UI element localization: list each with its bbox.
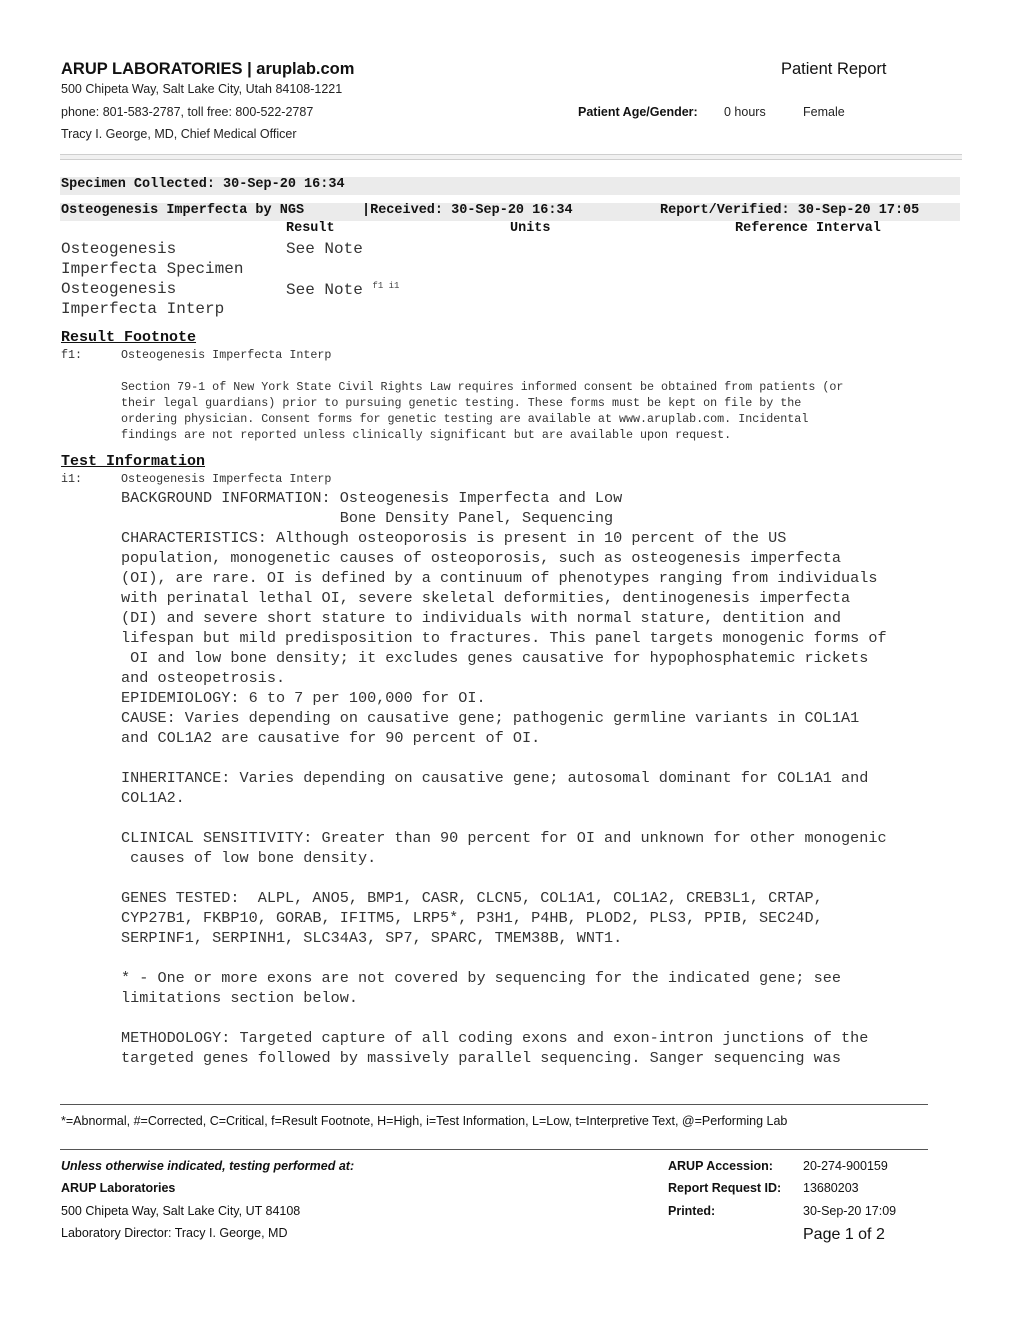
patient-age: 0 hours [724, 105, 766, 119]
text-line: CAUSE: Varies depending on causative gene; pathogenic germline variants in COL1A1 [121, 709, 860, 727]
text-line: with perinatal lethal OI, severe skeletal deformities, dentinogenesis imperfecta [121, 589, 851, 607]
result-flags: f1 i1 [372, 281, 400, 291]
result-name-line2: Imperfecta Specimen [61, 260, 244, 278]
test-info-test: Osteogenesis Imperfecta Interp [121, 472, 332, 486]
col-header-units: Units [510, 221, 551, 236]
text-line: CLINICAL SENSITIVITY: Greater than 90 percent for OI and unknown for other monogenic [121, 829, 887, 847]
lab-phone: phone: 801-583-2787, toll free: 800-522-2787 [61, 105, 314, 119]
text-line: GENES TESTED: ALPL, ANO5, BMP1, CASR, CLCN5, COL1A1, COL1A2, CREB3L1, CRTAP, [121, 889, 823, 907]
text-line: population, monogenetic causes of osteoporosis, such as osteogenesis imperfecta [121, 549, 842, 567]
result-footnote-title: Result Footnote [61, 329, 197, 346]
text-line: EPIDEMIOLOGY: 6 to 7 per 100,000 for OI. [121, 689, 486, 707]
age-gender-label: Patient Age/Gender: [578, 105, 698, 119]
text-line: COL1A2. [121, 789, 185, 807]
printed-date: 30-Sep-20 17:09 [803, 1204, 897, 1218]
lab-name: ARUP LABORATORIES | aruplab.com [61, 60, 355, 78]
text-line: (OI), are rare. OI is defined by a continuum of phenotypes ranging from individuals [121, 569, 878, 587]
text-line: lifespan but mild predisposition to fractures. This panel targets monogenic forms of [121, 629, 887, 647]
request-id-label: Report Request ID: [668, 1181, 782, 1195]
text-line: CYP27B1, FKBP10, GORAB, IFITM5, LRP5*, P3H1, P4HB, PLOD2, PLS3, PPIB, SEC24D, [121, 909, 823, 927]
text-line: causes of low bone density. [121, 849, 377, 867]
result-name-line1: Osteogenesis [61, 280, 177, 298]
footnote-id: f1: [61, 348, 83, 362]
test-info-id: i1: [61, 472, 83, 486]
patient-gender: Female [803, 105, 845, 119]
test-information-title: Test Information [61, 453, 206, 470]
result-value: See Note [286, 240, 363, 258]
performing-lab: ARUP Laboratories [61, 1181, 176, 1195]
accession-number: 20-274-900159 [803, 1159, 888, 1173]
test-name: Osteogenesis Imperfecta by NGS [61, 203, 305, 218]
text-line: METHODOLOGY: Targeted capture of all coding exons and exon-intron junctions of the [121, 1029, 869, 1047]
header-divider [60, 154, 962, 160]
text-line: BACKGROUND INFORMATION: Osteogenesis Imperfecta and Low [121, 489, 623, 507]
text-line: findings are not reported unless clinically significant but are available upon request. [121, 428, 732, 442]
text-line: Section 79-1 of New York State Civil Rights Law requires informed consent be obtained from patients (or [121, 380, 844, 394]
result-value-text: See Note [286, 281, 363, 299]
text-line: (DI) and severe short stature to individuals with normal stature, dentition and [121, 609, 842, 627]
result-name-line2: Imperfecta Interp [61, 300, 225, 318]
report-kind: Patient Report [781, 60, 887, 78]
test-received: |Received: 30-Sep-20 16:34 [362, 203, 573, 218]
result-name-line1: Osteogenesis [61, 240, 177, 258]
printed-label: Printed: [668, 1204, 716, 1218]
col-header-reference: Reference Interval [735, 221, 881, 236]
text-line: and osteopetrosis. [121, 669, 286, 687]
flag-legend: *=Abnormal, #=Corrected, C=Critical, f=Result Footnote, H=High, i=Test Information, L=Low, t=Interpretive Text, @=Performing Lab [61, 1114, 788, 1128]
performing-lab-address: 500 Chipeta Way, Salt Lake City, UT 84108 [61, 1204, 301, 1218]
text-line: Bone Density Panel, Sequencing [121, 509, 614, 527]
result-value [286, 281, 399, 299]
chief-medical-officer: Tracy I. George, MD, Chief Medical Officer [61, 127, 297, 141]
col-header-result: Result [286, 221, 335, 236]
test-verified: Report/Verified: 30-Sep-20 17:05 [660, 203, 920, 218]
specimen-collected: Specimen Collected: 30-Sep-20 16:34 [61, 177, 345, 192]
text-line: SERPINF1, SERPINH1, SLC34A3, SP7, SPARC, TMEM38B, WNT1. [121, 929, 623, 947]
lab-address: 500 Chipeta Way, Salt Lake City, Utah 84108-1221 [61, 82, 343, 96]
performed-at-label: Unless otherwise indicated, testing performed at: [61, 1159, 355, 1173]
lab-director: Laboratory Director: Tracy I. George, MD [61, 1226, 288, 1240]
text-line: targeted genes followed by massively parallel sequencing. Sanger sequencing was [121, 1049, 842, 1067]
text-line: OI and low bone density; it excludes genes causative for hypophosphatemic rickets [121, 649, 869, 667]
text-line: their legal guardians) prior to pursuing genetic testing. These forms must be kept on file by the [121, 396, 802, 410]
text-line: * - One or more exons are not covered by sequencing for the indicated gene; see [121, 969, 842, 987]
text-line: ordering physician. Consent forms for genetic testing are available at www.aruplab.com. Incidental [121, 412, 809, 426]
text-line: limitations section below. [121, 989, 358, 1007]
page-number: Page 1 of 2 [803, 1226, 885, 1243]
request-id: 13680203 [803, 1181, 859, 1195]
text-line: INHERITANCE: Varies depending on causative gene; autosomal dominant for COL1A1 and [121, 769, 869, 787]
text-line: and COL1A2 are causative for 90 percent of OI. [121, 729, 541, 747]
footer-divider-bottom [60, 1149, 928, 1150]
footnote-test: Osteogenesis Imperfecta Interp [121, 348, 332, 362]
accession-label: ARUP Accession: [668, 1159, 773, 1173]
footer-divider-top [60, 1104, 928, 1105]
text-line: CHARACTERISTICS: Although osteoporosis is present in 10 percent of the US [121, 529, 787, 547]
